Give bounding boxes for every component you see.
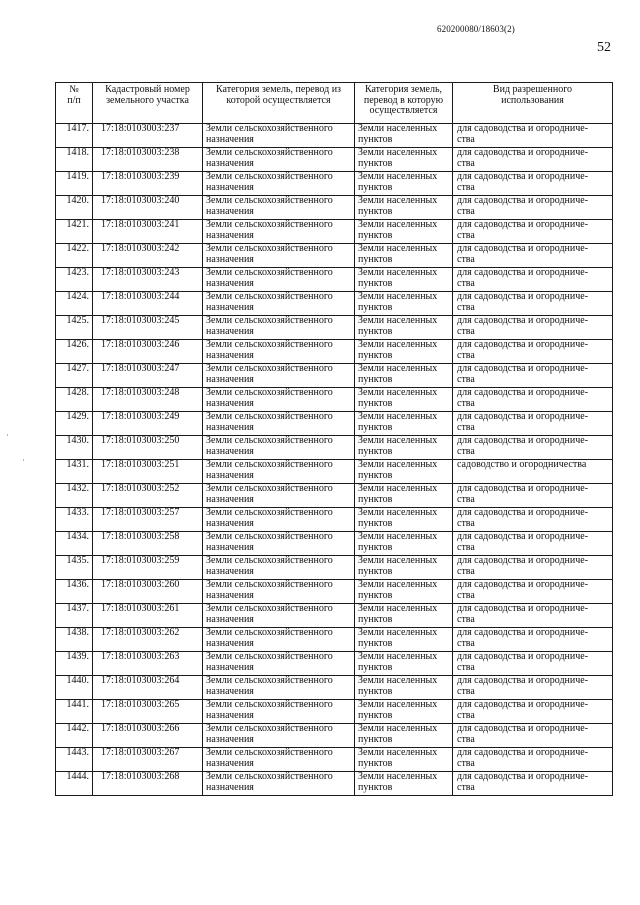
category-to: Земли населенных пунктов [355,340,453,364]
category-from: Земли сельскохозяйственного назначения [203,460,355,484]
row-number: 1421. [56,220,93,244]
permitted-use: для садоводства и огородниче- ства [453,388,613,412]
category-from: Земли сельскохозяйственного назначения [203,244,355,268]
cadastral-number: 17:18:0103003:267 [93,748,203,772]
category-from: Земли сельскохозяйственного назначения [203,580,355,604]
category-from: Земли сельскохозяйственного назначения [203,124,355,148]
category-to: Земли населенных пунктов [355,604,453,628]
category-to: Земли населенных пунктов [355,196,453,220]
category-from: Земли сельскохозяйственного назначения [203,748,355,772]
cadastral-number: 17:18:0103003:237 [93,124,203,148]
table-row [56,388,613,412]
cadastral-number: 17:18:0103003:244 [93,292,203,316]
table-row [56,364,613,388]
table-row [56,268,613,292]
permitted-use: для садоводства и огородниче- ства [453,436,613,460]
row-number: 1444. [56,772,93,796]
table-row [56,628,613,652]
cadastral-number: 17:18:0103003:257 [93,508,203,532]
row-number: 1429. [56,412,93,436]
permitted-use: для садоводства и огородниче- ства [453,364,613,388]
header-cadastral-number: Кадастровый номер земельного участка [93,83,203,124]
category-to: Земли населенных пунктов [355,700,453,724]
table-row [56,436,613,460]
permitted-use: для садоводства и огородниче- ства [453,172,613,196]
category-from: Земли сельскохозяйственного назначения [203,724,355,748]
cadastral-number: 17:18:0103003:240 [93,196,203,220]
permitted-use: для садоводства и огородниче- ства [453,556,613,580]
category-from: Земли сельскохозяйственного назначения [203,628,355,652]
category-to: Земли населенных пунктов [355,484,453,508]
category-from: Земли сельскохозяйственного назначения [203,556,355,580]
table-row [56,556,613,580]
cadastral-number: 17:18:0103003:238 [93,148,203,172]
category-to: Земли населенных пунктов [355,388,453,412]
category-to: Земли населенных пунктов [355,436,453,460]
scan-speck: · [6,430,9,440]
category-to: Земли населенных пунктов [355,652,453,676]
permitted-use: для садоводства и огородниче- ства [453,700,613,724]
table-row [56,700,613,724]
permitted-use: для садоводства и огородниче- ства [453,268,613,292]
category-to: Земли населенных пунктов [355,220,453,244]
category-to: Земли населенных пунктов [355,772,453,796]
category-from: Земли сельскохозяйственного назначения [203,220,355,244]
table-row [56,316,613,340]
category-to: Земли населенных пунктов [355,412,453,436]
cadastral-number: 17:18:0103003:260 [93,580,203,604]
row-number: 1443. [56,748,93,772]
row-number: 1426. [56,340,93,364]
row-number: 1433. [56,508,93,532]
row-number: 1422. [56,244,93,268]
row-number: 1431. [56,460,93,484]
category-to: Земли населенных пунктов [355,460,453,484]
permitted-use: для садоводства и огородниче- ства [453,316,613,340]
land-plots-table [55,82,613,796]
cadastral-number: 17:18:0103003:268 [93,772,203,796]
row-number: 1442. [56,724,93,748]
table-row [56,580,613,604]
row-number: 1441. [56,700,93,724]
table-row [56,772,613,796]
header-permitted-use: Вид разрешенного использования [453,83,613,124]
permitted-use: для садоводства и огородниче- ства [453,724,613,748]
cadastral-number: 17:18:0103003:262 [93,628,203,652]
category-from: Земли сельскохозяйственного назначения [203,676,355,700]
cadastral-number: 17:18:0103003:265 [93,700,203,724]
category-from: Земли сельскохозяйственного назначения [203,196,355,220]
category-from: Земли сельскохозяйственного назначения [203,484,355,508]
cadastral-number: 17:18:0103003:250 [93,436,203,460]
table-row [56,460,613,484]
row-number: 1419. [56,172,93,196]
category-to: Земли населенных пунктов [355,316,453,340]
category-from: Земли сельскохозяйственного назначения [203,340,355,364]
table-row [56,484,613,508]
category-from: Земли сельскохозяйственного назначения [203,148,355,172]
cadastral-number: 17:18:0103003:259 [93,556,203,580]
cadastral-number: 17:18:0103003:241 [93,220,203,244]
category-from: Земли сельскохозяйственного назначения [203,532,355,556]
permitted-use: для садоводства и огородниче- ства [453,604,613,628]
table-header [56,83,613,124]
permitted-use: для садоводства и огородниче- ства [453,244,613,268]
category-from: Земли сельскохозяйственного назначения [203,772,355,796]
row-number: 1435. [56,556,93,580]
permitted-use: для садоводства и огородниче- ства [453,220,613,244]
permitted-use: для садоводства и огородниче- ства [453,772,613,796]
cadastral-number: 17:18:0103003:246 [93,340,203,364]
permitted-use: для садоводства и огородниче- ства [453,508,613,532]
category-to: Земли населенных пунктов [355,556,453,580]
table-body [56,124,613,796]
cadastral-number: 17:18:0103003:249 [93,412,203,436]
category-to: Земли населенных пунктов [355,268,453,292]
category-to: Земли населенных пунктов [355,508,453,532]
category-from: Земли сельскохозяйственного назначения [203,436,355,460]
category-from: Земли сельскохозяйственного назначения [203,700,355,724]
row-number: 1424. [56,292,93,316]
cadastral-number: 17:18:0103003:247 [93,364,203,388]
table-row [56,124,613,148]
header-category-to: Категория земель, перевод в которую осуществляется [355,83,453,124]
row-number: 1436. [56,580,93,604]
row-number: 1440. [56,676,93,700]
table-row [56,292,613,316]
table-row [56,412,613,436]
table-row [56,340,613,364]
permitted-use: для садоводства и огородниче- ства [453,148,613,172]
category-to: Земли населенных пунктов [355,292,453,316]
cadastral-number: 17:18:0103003:242 [93,244,203,268]
table-row [56,244,613,268]
permitted-use: для садоводства и огородниче- ства [453,124,613,148]
category-from: Земли сельскохозяйственного назначения [203,604,355,628]
row-number: 1432. [56,484,93,508]
category-to: Земли населенных пунктов [355,364,453,388]
permitted-use: для садоводства и огородниче- ства [453,748,613,772]
table-row [56,220,613,244]
permitted-use: для садоводства и огородниче- ства [453,484,613,508]
row-number: 1439. [56,652,93,676]
category-from: Земли сельскохозяйственного назначения [203,364,355,388]
page-number: 52 [597,40,611,55]
permitted-use: для садоводства и огородниче- ства [453,652,613,676]
cadastral-number: 17:18:0103003:258 [93,532,203,556]
document-code: 620200080/18603(2) [437,24,515,34]
row-number: 1425. [56,316,93,340]
category-from: Земли сельскохозяйственного назначения [203,508,355,532]
cadastral-number: 17:18:0103003:252 [93,484,203,508]
table-row [56,148,613,172]
row-number: 1430. [56,436,93,460]
category-from: Земли сельскохозяйственного назначения [203,652,355,676]
category-to: Земли населенных пунктов [355,244,453,268]
header-category-from: Категория земель, перевод из которой осуществляется [203,83,355,124]
permitted-use: для садоводства и огородниче- ства [453,628,613,652]
permitted-use: садоводство и огородничества [453,460,613,484]
row-number: 1428. [56,388,93,412]
permitted-use: для садоводства и огородниче- ства [453,532,613,556]
permitted-use: для садоводства и огородниче- ства [453,412,613,436]
category-from: Земли сельскохозяйственного назначения [203,412,355,436]
category-to: Земли населенных пунктов [355,532,453,556]
cadastral-number: 17:18:0103003:261 [93,604,203,628]
table-row [56,676,613,700]
category-to: Земли населенных пунктов [355,580,453,604]
permitted-use: для садоводства и огородниче- ства [453,676,613,700]
scan-speck: · [22,455,25,465]
category-from: Земли сельскохозяйственного назначения [203,172,355,196]
table-row [56,532,613,556]
cadastral-number: 17:18:0103003:266 [93,724,203,748]
table-row [56,652,613,676]
row-number: 1420. [56,196,93,220]
cadastral-number: 17:18:0103003:248 [93,388,203,412]
category-from: Земли сельскохозяйственного назначения [203,292,355,316]
category-from: Земли сельскохозяйственного назначения [203,316,355,340]
table-row [56,748,613,772]
category-to: Земли населенных пунктов [355,748,453,772]
row-number: 1427. [56,364,93,388]
category-to: Земли населенных пунктов [355,628,453,652]
table-row [56,724,613,748]
cadastral-number: 17:18:0103003:263 [93,652,203,676]
cadastral-number: 17:18:0103003:264 [93,676,203,700]
table-row [56,508,613,532]
cadastral-number: 17:18:0103003:239 [93,172,203,196]
cadastral-number: 17:18:0103003:243 [93,268,203,292]
cadastral-number: 17:18:0103003:251 [93,460,203,484]
category-to: Земли населенных пунктов [355,172,453,196]
category-to: Земли населенных пунктов [355,724,453,748]
table-row [56,172,613,196]
category-from: Земли сельскохозяйственного назначения [203,388,355,412]
permitted-use: для садоводства и огородниче- ства [453,292,613,316]
permitted-use: для садоводства и огородниче- ства [453,340,613,364]
category-to: Земли населенных пунктов [355,676,453,700]
category-from: Земли сельскохозяйственного назначения [203,268,355,292]
permitted-use: для садоводства и огородниче- ства [453,580,613,604]
row-number: 1423. [56,268,93,292]
permitted-use: для садоводства и огородниче- ства [453,196,613,220]
table-row [56,604,613,628]
row-number: 1437. [56,604,93,628]
category-to: Земли населенных пунктов [355,148,453,172]
row-number: 1438. [56,628,93,652]
row-number: 1418. [56,148,93,172]
header-row [56,83,613,124]
cadastral-number: 17:18:0103003:245 [93,316,203,340]
table-row [56,196,613,220]
header-number: № п/п [56,83,93,124]
row-number: 1434. [56,532,93,556]
category-to: Земли населенных пунктов [355,124,453,148]
row-number: 1417. [56,124,93,148]
